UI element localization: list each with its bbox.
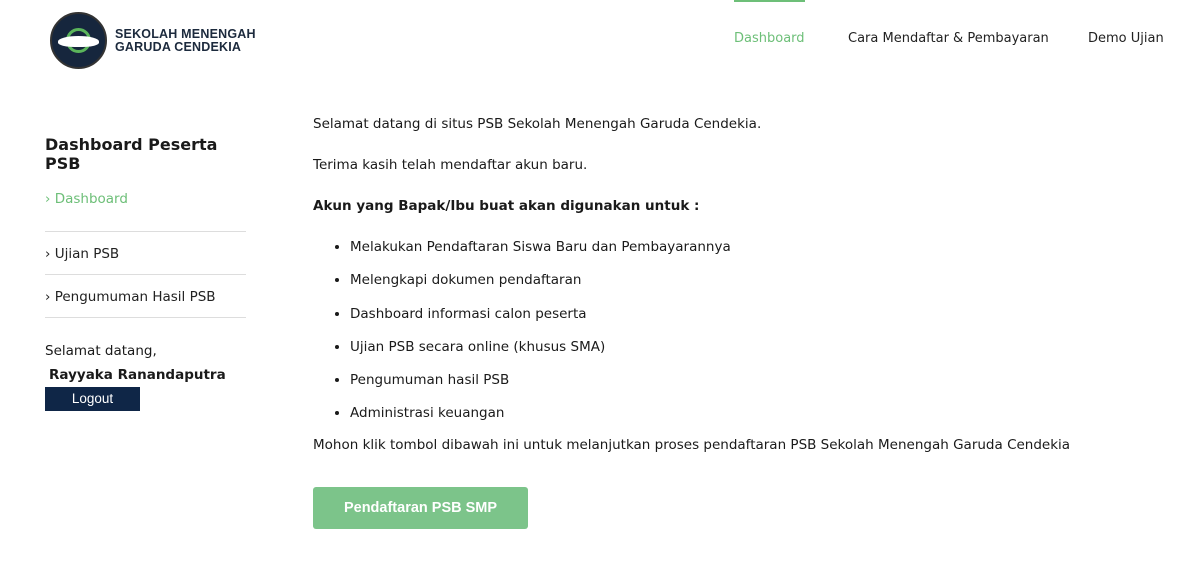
list-item: • Melakukan Pendaftaran Siswa Baru dan Pembayarannya [350, 238, 1133, 257]
instruction-text: Mohon klik tombol dibawah ini untuk melanjutkan proses pendaftaran PSB Sekolah Menengah Garuda Cendekia [313, 436, 1071, 453]
pendaftaran-psb-smp-button[interactable]: Pendaftaran PSB SMP [313, 487, 528, 529]
list-item: • Ujian PSB secara online (khusus SMA) [350, 338, 1133, 357]
list-item: • Pengumuman hasil PSB [350, 371, 1133, 390]
usage-list [350, 238, 1133, 423]
sidebar [45, 135, 246, 318]
sidebar-title: Dashboard Peserta PSB [45, 135, 218, 173]
list-item: • Melengkapi dokumen pendaftaran [350, 271, 1133, 290]
list-heading: Akun yang Bapak/Ibu buat akan digunakan untuk : [313, 198, 700, 214]
logout-button[interactable]: Logout [45, 387, 140, 411]
list-item: • Dashboard informasi calon peserta [350, 305, 1133, 324]
nav-dashboard[interactable]: Dashboard [734, 31, 805, 46]
site-title-line2: GARUDA CENDEKIA [115, 39, 242, 54]
site-title-line1: SEKOLAH MENENGAH [115, 26, 256, 41]
thanks-text: Terima kasih telah mendaftar akun baru. [313, 157, 588, 173]
sidebar-item-dashboard[interactable]: › Dashboard [45, 189, 246, 232]
main-content [313, 115, 1133, 477]
sidebar-item-ujian-psb[interactable]: › Ujian PSB [45, 232, 246, 275]
list-item: • Administrasi keuangan [350, 404, 1133, 423]
nav-demo-ujian[interactable]: Demo Ujian [1088, 31, 1164, 46]
nav-cara-mendaftar[interactable]: Cara Mendaftar & Pembayaran [848, 31, 1049, 46]
welcome-text: Selamat datang, [45, 343, 157, 359]
top-nav [0, 31, 1200, 51]
user-name: Rayyaka Ranandaputra [49, 367, 226, 383]
intro-text: Selamat datang di situs PSB Sekolah Menengah Garuda Cendekia. [313, 116, 762, 132]
sidebar-item-pengumuman[interactable]: › Pengumuman Hasil PSB [45, 275, 246, 318]
